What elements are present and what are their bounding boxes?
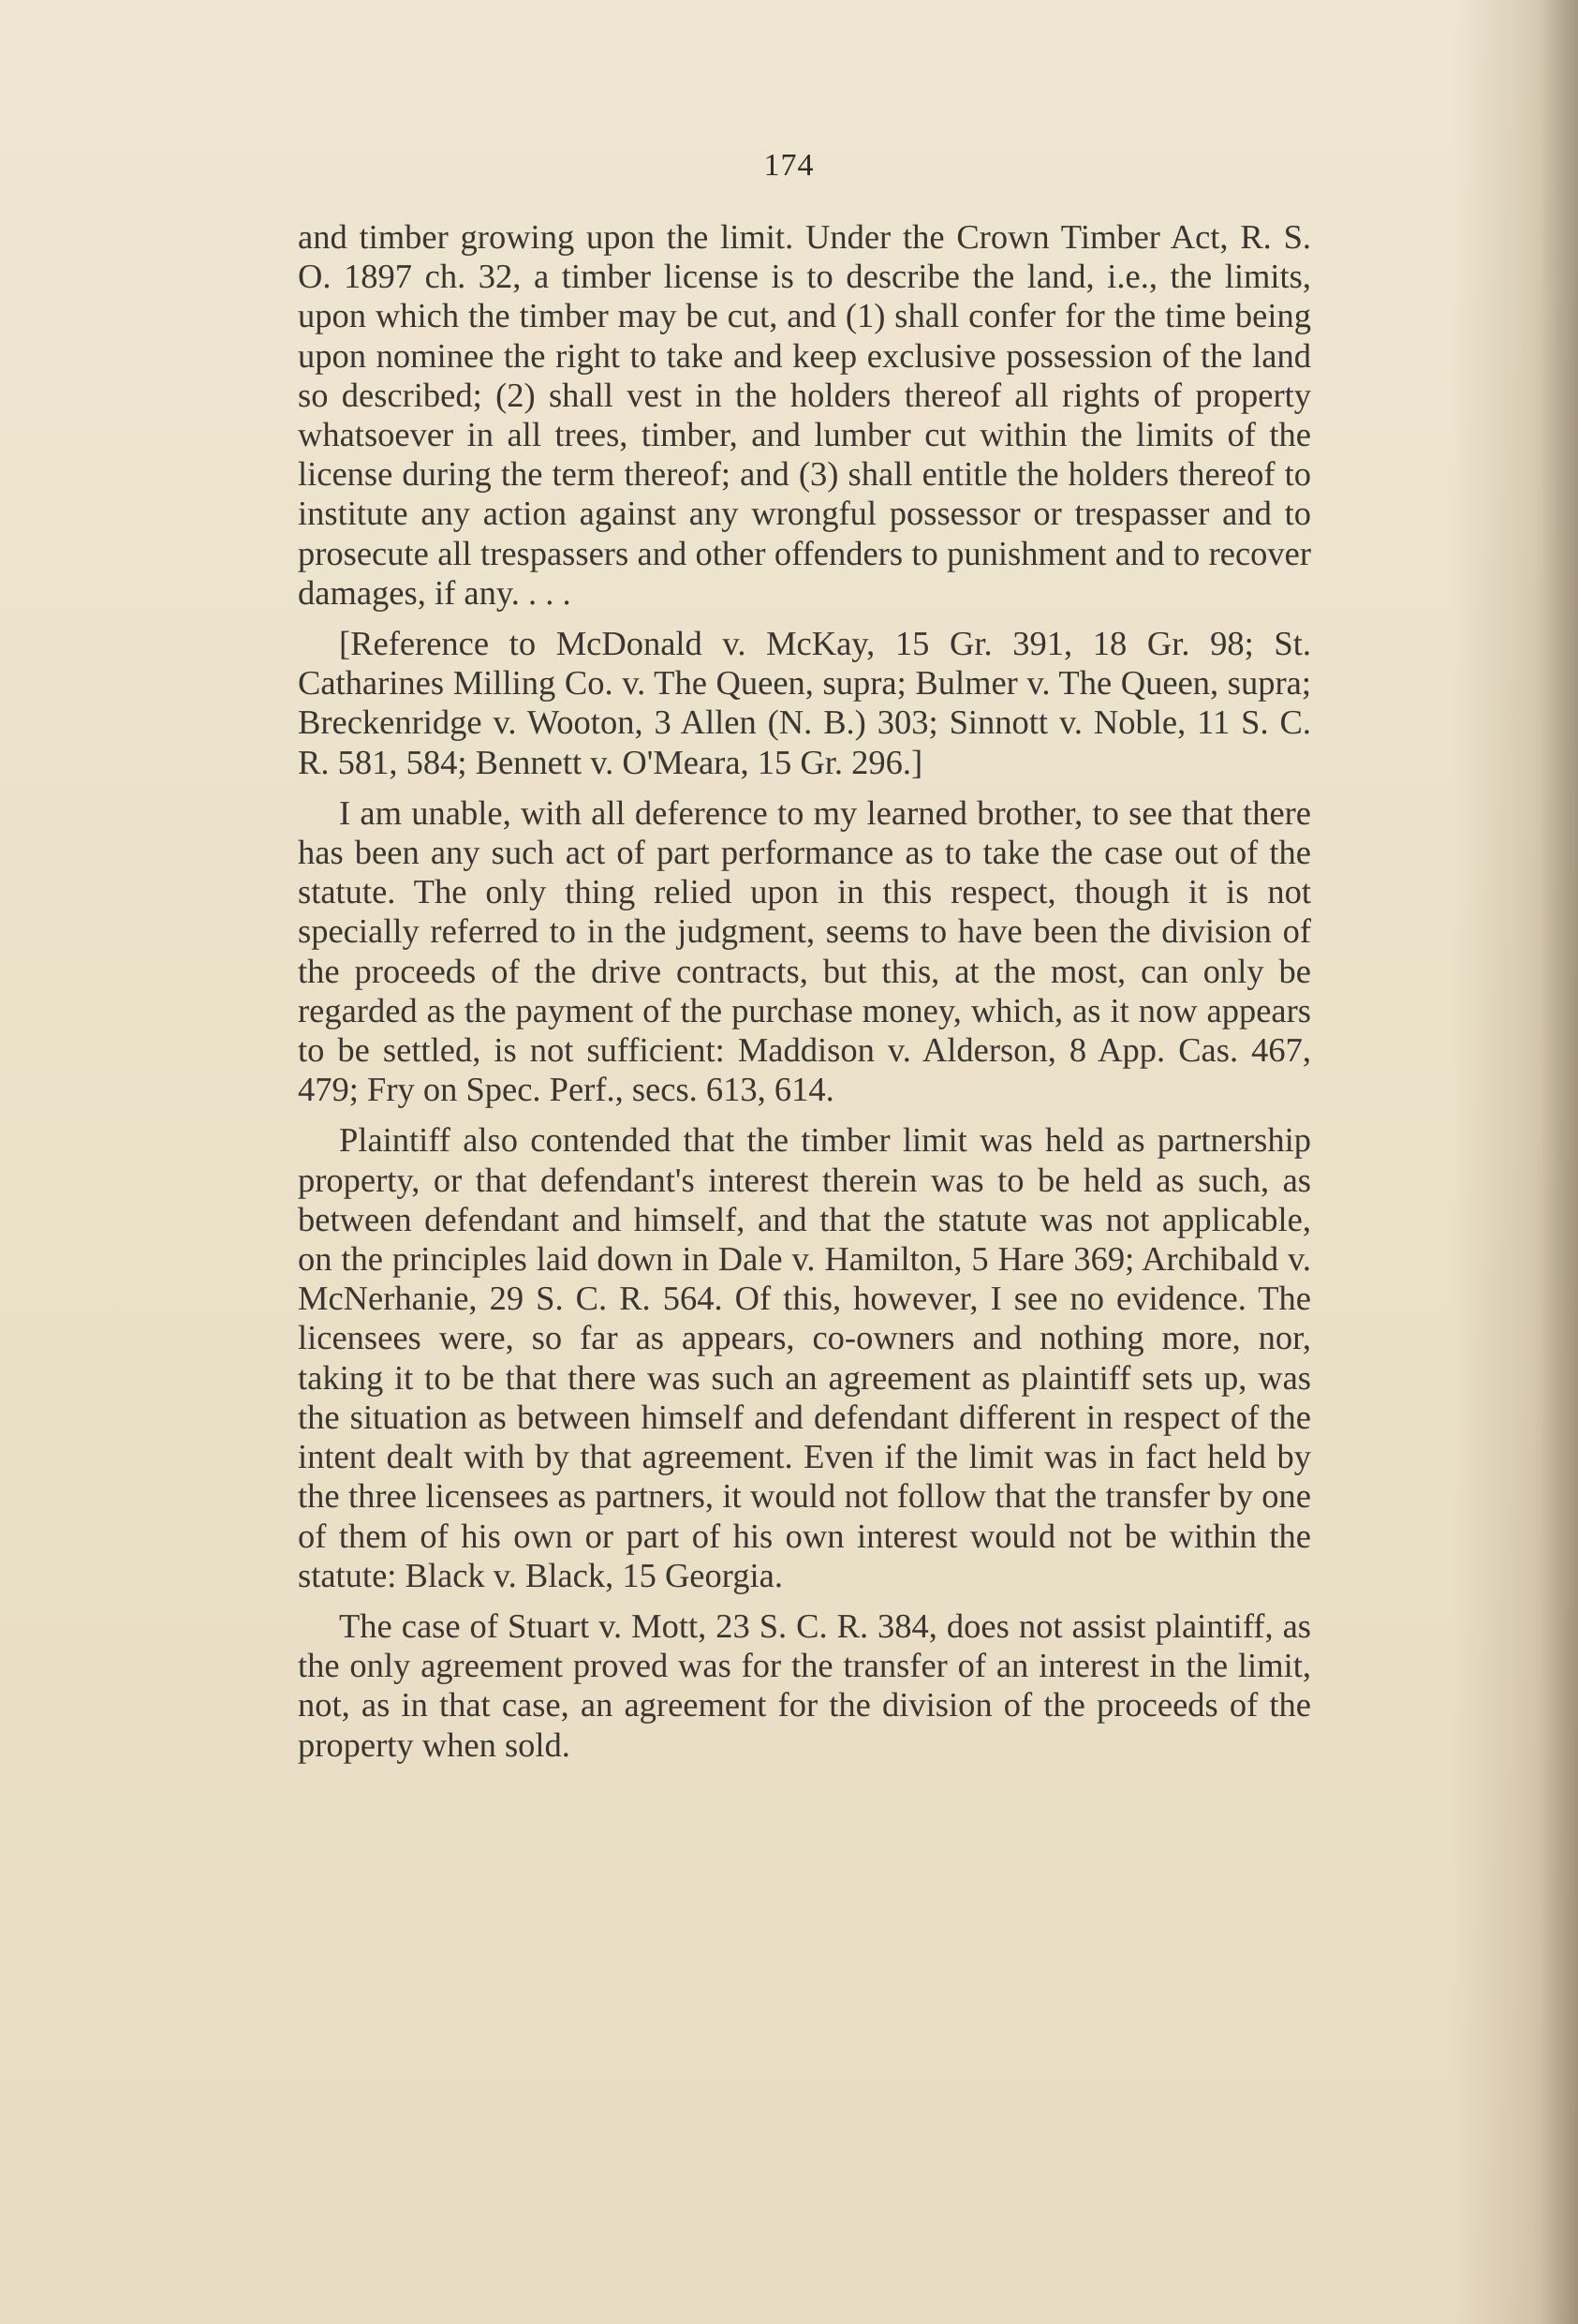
body-text [298, 217, 1311, 1765]
page-edge-shadow [1541, 0, 1578, 2324]
paragraph-3: I am unable, with all deference to my learned brother, to see that there has been any such act of part performance as to take the case out of the statute. The only thing relied upon in this respect, though it is not specially referred to in the judgment, seems to have been the division of the proceeds of the drive contracts, but this, at the most, can only be regarded as the payment of the purchase money, which, as it now appears to be settled, is not sufficient: Maddison v. Alderson, 8 App. Cas. 467, 479; Fry on Spec. Perf., secs. 613, 614. [298, 792, 1311, 1109]
paragraph-5: The case of Stuart v. Mott, 23 S. C. R. 384, does not assist plaintiff, as the only agreement proved was for the transfer of an interest in the limit, not, as in that case, an agreement for the division of the proceeds of the property when sold. [298, 1606, 1311, 1764]
paragraph-1: and timber growing upon the limit. Under the Crown Timber Act, R. S. O. 1897 ch. 32, a timber license is to describe the land, i.e., the limits, upon which the timber may be cut, and (1) shall confer for the time being upon nominee the right to take and keep exclusive possession of the land so described; (2) shall vest in the holders thereof all rights of property whatsoever in all trees, timber, and lumber cut within the limits of the license during the term thereof; and (3) shall entitle the holders thereof to institute any action against any wrongful possessor or trespasser and to prosecute all trespassers and other offenders to punishment and to recover damages, if any. . . . [298, 217, 1311, 612]
paragraph-4: Plaintiff also contended that the timber limit was held as partnership property, or that defendant's interest therein was to be held as such, as between defendant and himself, and that the statute was not applicable, on the principles laid down in Dale v. Hamilton, 5 Hare 369; Archibald v. McNerhanie, 29 S. C. R. 564. Of this, however, I see no evidence. The licensees were, so far as appears, co-owners and nothing more, nor, taking it to be that there was such an agreement as plaintiff sets up, was the situation as between himself and defendant different in respect of the intent dealt with by that agreement. Even if the limit was in fact held by the three licensees as partners, it would not follow that the transfer by one of them of his own or part of his own interest would not be within the statute: Black v. Black, 15 Georgia. [298, 1120, 1311, 1594]
paragraph-2-references: [Reference to McDonald v. McKay, 15 Gr. 391, 18 Gr. 98; St. Catharines Milling Co. v. The Queen, supra; Bulmer v. The Queen, supra; Breckenridge v. Wooton, 3 Allen (N. B.) 303; Sinnott v. Noble, 11 S. C. R. 581, 584; Bennett v. O'Meara, 15 Gr. 296.] [298, 624, 1311, 781]
page-number: 174 [763, 148, 815, 183]
